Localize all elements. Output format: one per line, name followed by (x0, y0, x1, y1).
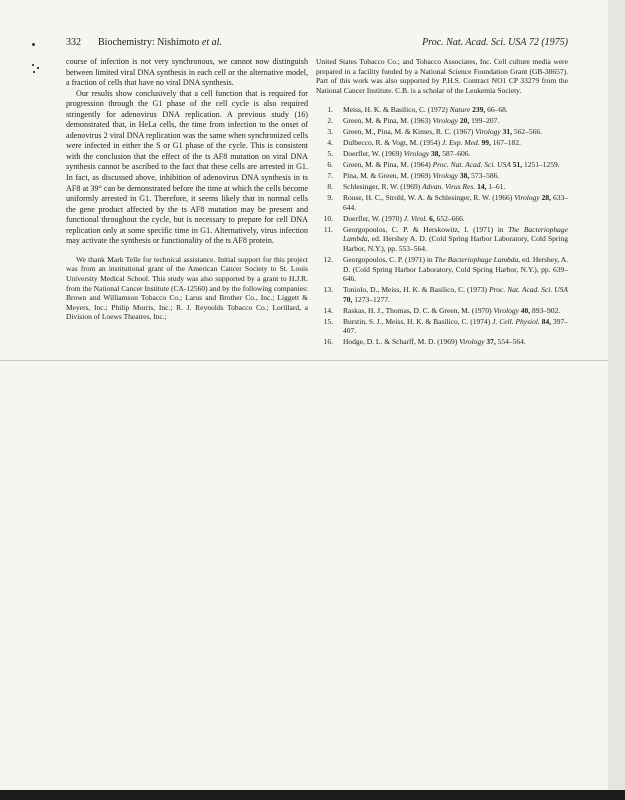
reference-item (316, 193, 568, 212)
body-paragraph: course of infection is not very synchronous, we cannot now distinguish between limited viral DNA synthesis in each cell or the alternative model, a fraction of cells that have no viral DNA synthesis. (66, 57, 308, 88)
reference-number: 13. (323, 285, 333, 295)
reference-authors: Meiss, H. K. & Basilico, C. (1972) (343, 105, 450, 115)
reference-authors: Raskas, H. J., Thomas, D. C. & Green, M. (1970) (343, 305, 494, 315)
reference-journal: J. Virol. (403, 213, 428, 223)
reference-journal: Virology (475, 127, 501, 137)
reference-pages: 1–61. (486, 182, 506, 192)
reference-volume: 38, (459, 171, 470, 181)
reference-item (316, 255, 568, 284)
reference-item (316, 225, 568, 254)
margin-speck (32, 64, 34, 66)
reference-item (316, 337, 568, 347)
reference-journal: Virology (514, 193, 540, 203)
body-paragraph: Our results show conclusively that a cell function that is required for progression through the G1 phase of the cell cycle is also required stringently for adenovirus DNA replication. A previous study (16) demonstrated that, in HeLa cells, the time from infection to the onset of adenovirus 2 viral DNA replication was the same when synchronized cells were infected in either the S or G1 phase of the cycle. This is consistent with the conclusion that the effect of the ts AF8 mutation on viral DNA synthesis cannot be ascribed to the fact that these cells are arrested in G1. In fact, as discussed above, inhibition of adenovirus DNA synthesis in ts AF8 at 39° can be demonstrated before the time at which the cells become uniformly arrested in G1. Therefore, it seems likely that in normal cells the gene product affected by the ts AF8 mutation may be present and functional throughout the cycle, but is necessary to prepare for cell DNA replication only at some specific time in G1. Alternatively, virus infection may activate the synthesis or functionality of the ts AF8 protein. (66, 88, 308, 246)
reference-pages: 66–68. (485, 105, 508, 115)
reference-journal: Nature (449, 105, 471, 115)
reference-pages: 893–902. (530, 305, 561, 315)
reference-number: 15. (323, 316, 333, 326)
reference-volume: 40, (520, 305, 531, 315)
reference-item (316, 306, 568, 316)
reference-volume: 20, (459, 116, 470, 126)
reference-item (316, 285, 568, 304)
reference-authors: Green, M. & Pina, M. (1963) (343, 116, 433, 126)
reference-number: 10. (323, 213, 333, 223)
reference-number: 2. (327, 116, 333, 126)
reference-item (316, 127, 568, 137)
scan-margin (608, 0, 625, 800)
reference-item (316, 138, 568, 148)
authors-etal: et al. (201, 37, 222, 48)
reference-number: 14. (323, 305, 333, 315)
reference-authors: Georgopoulos, C. P. & Herskowitz, I. (1971) in (343, 224, 509, 234)
reference-journal: J. Exp. Med. (441, 138, 480, 148)
reference-number: 7. (327, 171, 333, 181)
reference-authors: Pina, M. & Green, M. (1969) (343, 171, 433, 181)
reference-volume: 70, (343, 294, 353, 304)
margin-speck (37, 67, 39, 69)
reference-journal: Virology (459, 337, 485, 347)
reference-pages: 573–586. (469, 171, 500, 181)
reference-number: 8. (327, 182, 333, 192)
reference-authors: Doerfler, W. (1970) (343, 213, 404, 223)
reference-item (316, 171, 568, 181)
reference-volume: 14, (477, 182, 487, 192)
reference-journal: The Bacteriophage Lambda, (343, 224, 568, 244)
reference-volume: 6, (429, 213, 435, 223)
reference-pages: 554–564. (495, 337, 526, 347)
reference-journal: Virology (493, 305, 519, 315)
reference-volume: 31, (502, 127, 512, 137)
reference-number: 4. (327, 138, 333, 148)
acknowledgment: We thank Mark Telle for technical assistance. Initial support for this project was from an institutional grant of the American Cancer Society to St. Louis University Medical School. This study was also supported by a grant to H.J.R. from the National Cancer Institute (CA-12560) and by the following companies: Brown and Williamson Tobacco Co.; Larus and Brother Co., Inc.; Liggett & Meyers, Inc.; Philip Morris, Inc.; R. J. Reynolds Tobacco Co.; Lorillard, a Division of Loews Theatres, Inc.; (66, 254, 308, 322)
reference-authors: Green, M., Pina, M. & Kimes, R. C. (1967) (343, 127, 476, 137)
reference-number: 9. (327, 193, 333, 203)
reference-pages: 633–644. (343, 193, 569, 212)
reference-authors: Toniolo, D., Meiss, H. K. & Basilico, C. (1973) (343, 285, 490, 295)
reference-pages: 397–407. (343, 316, 568, 336)
margin-bullet (32, 43, 35, 46)
reference-pages: 562–566. (511, 127, 542, 137)
scan-bottom-edge (0, 790, 625, 800)
reference-volume: 239, (472, 105, 486, 115)
reference-authors: Rouse, H. C., Strohl, W. A. & Schlesinger, R. W. (1966) (343, 193, 515, 203)
reference-volume: 37, (486, 337, 496, 347)
reference-journal: Advan. Virus Res. (422, 182, 476, 192)
reference-volume: 99, (481, 138, 491, 148)
reference-item (316, 214, 568, 224)
reference-pages: ed. Hershey A. D. (Cold Spring Harbor Laboratory, Cold Spring Harbor, N.Y.), pp. 553–564. (343, 234, 568, 253)
reference-journal: The Bacteriophage Lambda, (434, 254, 521, 264)
page-number: 332 (66, 37, 81, 48)
reference-journal: Virology (432, 116, 458, 126)
margin-speck (33, 71, 35, 73)
reference-item (316, 182, 568, 192)
reference-journal: Virology (403, 149, 430, 159)
reference-number: 3. (327, 127, 333, 137)
reference-authors: Burstin, S. J., Meiss, H. K. & Basilico, C. (1974) (343, 316, 493, 326)
reference-item (316, 105, 568, 115)
reference-volume: 51, (512, 160, 523, 170)
reference-volume: 28, (541, 193, 552, 203)
reference-pages: 1273–1277. (352, 294, 390, 304)
reference-pages: ed. Hershey, A. D. (Cold Spring Harbor Laboratory, Cold Spring Harbor, N.Y.), pp. 639–646. (343, 254, 568, 284)
acknowledgment-continued: United States Tobacco Co.; and Tobacco Associates, Inc. Cell culture media were prepared in a facility funded by a National Science Foundation Grant (GB-38657). Part of this work was also supported by P.H.S. Contract NO1 CP 33279 from the National Cancer Institute. C.B. is a scholar of the Leukemia Society. (316, 57, 568, 95)
reference-pages: 167–182. (490, 138, 521, 148)
reference-number: 12. (323, 254, 333, 264)
running-authors (98, 37, 222, 48)
reference-number: 5. (327, 149, 333, 159)
reference-journal: Proc. Nat. Acad. Sci. USA (432, 160, 511, 170)
reference-authors: Dulbecco, R. & Vogt, M. (1954) (343, 138, 442, 148)
reference-journal: Proc. Nat. Acad. Sci. USA (489, 285, 568, 295)
reference-pages: 199–207. (469, 116, 500, 126)
reference-journal: Virology (432, 171, 458, 181)
reference-pages: 652–666. (434, 213, 465, 223)
reference-volume: 38, (431, 149, 441, 159)
reference-item (316, 317, 568, 336)
authors-text: Biochemistry: Nishimoto (98, 37, 202, 48)
reference-item (316, 116, 568, 126)
right-column (316, 57, 568, 348)
reference-pages: 1251–1259. (522, 160, 560, 170)
reference-authors: Doerfler, W. (1969) (343, 149, 404, 159)
reference-authors: Hodge, D. L. & Scharff, M. D. (1969) (343, 337, 460, 347)
reference-journal: J. Cell. Physiol. (492, 316, 540, 326)
journal-citation: Proc. Nat. Acad. Sci. USA 72 (1975) (422, 37, 568, 48)
reference-authors: Green, M. & Pina, M. (1964) (343, 160, 433, 170)
reference-list (316, 105, 568, 347)
reference-number: 6. (327, 160, 333, 170)
reference-number: 11. (323, 224, 333, 234)
reference-authors: Schlesinger, R. W. (1969) (343, 182, 423, 192)
reference-item (316, 149, 568, 159)
left-column (66, 57, 308, 322)
reference-number: 16. (323, 337, 333, 347)
reference-pages: 587–606. (440, 149, 471, 159)
reference-number: 1. (327, 105, 333, 115)
reference-item (316, 160, 568, 170)
reference-volume: 84, (541, 316, 552, 326)
reference-authors: Georgopoulos, C. P. (1971) in (343, 254, 435, 264)
page-fold-line (0, 360, 608, 361)
